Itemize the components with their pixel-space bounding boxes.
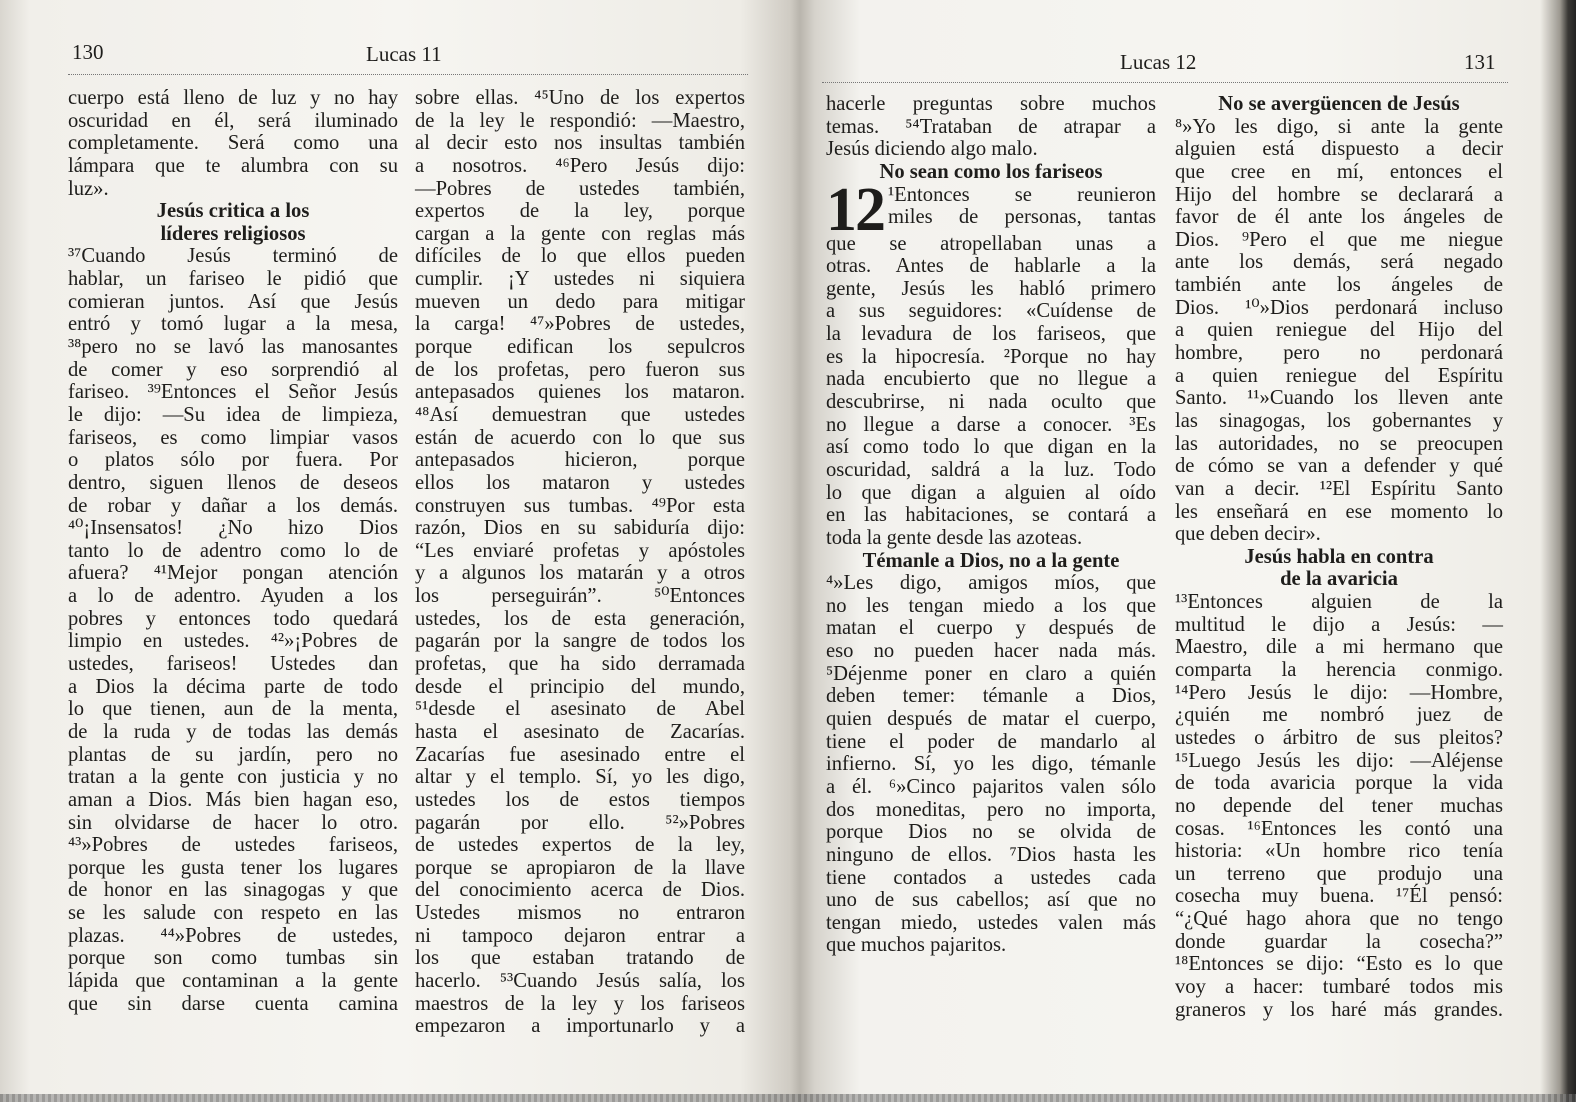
text-line: tratan a la gente con justicia y no <box>68 766 398 789</box>
text-line: descubrirse, ni nada oculto que <box>826 391 1156 414</box>
text-line: miles de personas, tantas <box>888 206 1156 229</box>
text-line: aman a Dios. Más bien hagan eso, <box>68 788 398 811</box>
section-heading <box>1175 93 1503 116</box>
text-line: temas. ⁵⁴Trataban de atrapar a <box>826 115 1156 138</box>
text-line: ³⁸pero no se lavó las manosantes <box>68 336 398 359</box>
text-line: les enseñará en ese momento lo <box>1175 500 1503 523</box>
text-line: oscuridad en él, será iluminado <box>68 109 398 132</box>
text-line: pagarán por ello. ⁵²»Pobres <box>415 811 745 834</box>
text-line: ni tampoco dejaron entrar a <box>415 924 745 947</box>
text-line: —Pobres de ustedes también, <box>415 177 745 200</box>
text-line: hasta el asesinato de Zacarías. <box>415 720 745 743</box>
text-line: están de acuerdo con lo que sus <box>415 426 745 449</box>
text-line: porque Dios no se olvida de <box>826 821 1156 844</box>
paragraph <box>1175 116 1503 546</box>
text-line: cosas. ¹⁶Entonces les contó una <box>1175 817 1503 840</box>
text-line: plazas. ⁴⁴»Pobres de ustedes, <box>68 924 398 947</box>
paragraph <box>826 233 1156 550</box>
text-line: mueven un dedo para mitigar <box>415 290 745 313</box>
text-line: de toda avaricia porque la vida <box>1175 772 1503 795</box>
text-line: porque se apropiaron de la llave <box>415 856 745 879</box>
heading-line: No sean como los fariseos <box>879 160 1103 183</box>
page-number: 131 <box>1464 50 1496 74</box>
text-line: “¿Qué hago ahora que no tengo <box>1175 908 1503 931</box>
text-line: comparta la herencia conmigo. <box>1175 659 1503 682</box>
text-line: ¹⁴Pero Jesús le dijo: —Hombre, <box>1175 681 1503 704</box>
text-line: ¹³Entonces alguien de la <box>1175 591 1503 614</box>
text-line: ustedes, fariseos! Ustedes dan <box>68 653 398 676</box>
text-line: entró y tomó lugar a la mesa, <box>68 313 398 336</box>
text-line: infierno. Sí, yo les digo, témanle <box>826 753 1156 776</box>
text-line: de honor en las sinagogas y que <box>68 879 398 902</box>
text-line: también ante los ángeles de <box>1175 274 1503 297</box>
section-heading <box>68 200 398 245</box>
text-line: van a decir. ¹²El Espíritu Santo <box>1175 477 1503 500</box>
text-line: pagarán por la sangre de todos los <box>415 630 745 653</box>
text-line: desde el principio del mundo, <box>415 675 745 698</box>
text-line: limpio en ustedes. ⁴²»¡Pobres de <box>68 630 398 653</box>
text-line: no les tengan miedo a los que <box>826 594 1156 617</box>
paragraph <box>826 93 1156 161</box>
header-rule <box>822 82 1508 83</box>
paragraph <box>1175 591 1503 1021</box>
text-line: otras. Antes de hablarle a la <box>826 255 1156 278</box>
text-line: a él. ⁶»Cinco pajaritos valen sólo <box>826 775 1156 798</box>
text-line: ¿quién me nombró juez de <box>1175 704 1503 727</box>
text-line: de robar y dañar a los demás. <box>68 494 398 517</box>
text-line: fariseos, es como limpiar vasos <box>68 426 398 449</box>
text-line: de cómo se van a defender y qué <box>1175 455 1503 478</box>
text-line: así como todo lo que digan en la <box>826 436 1156 459</box>
text-line: ³⁷Cuando Jesús terminó de <box>68 245 398 268</box>
text-line: dentro, siguen llenos de deseos <box>68 471 398 494</box>
text-line: historia: «Un hombre rico tenía <box>1175 840 1503 863</box>
text-line: a lo de adentro. Ayuden a los <box>68 585 398 608</box>
text-line: porque son como tumbas sin <box>68 947 398 970</box>
paragraph <box>68 87 398 200</box>
text-line: altar y el templo. Sí, yo les digo, <box>415 766 745 789</box>
text-line: difíciles de lo que ellos pueden <box>415 245 745 268</box>
text-line: graneros y los haré más grandes. <box>1175 998 1503 1021</box>
text-line: ⁴»Les digo, amigos míos, que <box>826 572 1156 595</box>
text-line: la carga! ⁴⁷»Pobres de ustedes, <box>415 313 745 336</box>
text-line: sin olvidarse de hacer lo otro. <box>68 811 398 834</box>
text-line: afuera? ⁴¹Mejor pongan atención <box>68 562 398 585</box>
text-line: completamente. Será como una <box>68 132 398 155</box>
text-column <box>68 87 398 1015</box>
text-line: cargan a la gente con reglas más <box>415 222 745 245</box>
text-line: que deben decir». <box>1175 523 1321 546</box>
text-column <box>826 93 1156 957</box>
text-line: ustedes o árbitro de sus pleitos? <box>1175 726 1503 749</box>
text-line: lo que digan a alguien al oído <box>826 481 1156 504</box>
text-column <box>1175 93 1503 1021</box>
text-line: cuerpo está lleno de luz y no hay <box>68 87 398 109</box>
text-line: las sinagogas, los gobernantes y <box>1175 409 1503 432</box>
text-line: porque les gusta tener los lugares <box>68 856 398 879</box>
text-line: de comer y eso sorprendió al <box>68 358 398 381</box>
text-line: alguien está dispuesto a decir <box>1175 138 1503 161</box>
text-line: y a algunos los matarán y a otros <box>415 562 745 585</box>
text-line: lo que tienen, aun de la menta, <box>68 698 398 721</box>
text-line: pobres y entonces todo quedará <box>68 607 398 630</box>
heading-line: No se avergüencen de Jesús <box>1218 93 1460 115</box>
text-line: no llegue a darse a conocer. ³Es <box>826 413 1156 436</box>
text-line: al decir esto nos insultas también <box>415 132 745 155</box>
text-line: ⁵¹desde el asesinato de Abel <box>415 698 745 721</box>
text-line: ninguno de ellos. ⁷Dios hasta les <box>826 843 1156 866</box>
text-line: deben temer: témanle a Dios, <box>826 685 1156 708</box>
text-line: tengan miedo, ustedes valen más <box>826 911 1156 934</box>
text-line: Maestro, dile a mi hermano que <box>1175 636 1503 659</box>
text-line: del conocimiento acerca de Dios. <box>415 879 745 902</box>
text-line: ¹⁸Entonces se dijo: “Esto es lo que <box>1175 953 1503 976</box>
text-line: cumplir. ¡Y ustedes ni siquiera <box>415 268 745 291</box>
text-line: que se atropellaban unas a <box>826 232 1156 255</box>
text-line: ustedes, los de esta generación, <box>415 607 745 630</box>
paragraph <box>68 245 398 1015</box>
text-line: luz». <box>68 177 109 200</box>
text-line: ⁴⁰¡Insensatos! ¿No hizo Dios <box>68 517 398 540</box>
text-line: quien después de matar el cuerpo, <box>826 708 1156 731</box>
text-line: Dios. ⁹Pero el que me niegue <box>1175 228 1503 251</box>
text-line: razón, Dios en su sabiduría dijo: <box>415 517 745 540</box>
heading-line: líderes religiosos <box>160 222 306 245</box>
section-heading <box>826 550 1156 573</box>
text-line: ¹Entonces se reunieron <box>888 183 1156 206</box>
paragraph <box>826 572 1156 957</box>
text-line: los que estaban tratando de <box>415 947 745 970</box>
text-line: un terreno que produjo una <box>1175 862 1503 885</box>
text-line: matan el cuerpo y después de <box>826 617 1156 640</box>
text-line: Ustedes mismos no entraron <box>415 902 745 925</box>
text-line: ellos los mataron y ustedes <box>415 471 745 494</box>
text-line: comieran juntos. Así que Jesús <box>68 290 398 313</box>
text-line: que cree en mí, entonces el <box>1175 160 1503 183</box>
text-line: ¹⁵Luego Jesús les dijo: —Aléjense <box>1175 749 1503 772</box>
text-line: le dijo: —Su idea de limpieza, <box>68 403 398 426</box>
text-column <box>415 87 745 1038</box>
text-line: profetas, que ha sido derramada <box>415 653 745 676</box>
text-line: lápida que contaminan a la gente <box>68 969 398 992</box>
text-line: ⁸»Yo les digo, si ante la gente <box>1175 115 1503 138</box>
text-line: uno de sus cabellos; así que no <box>826 889 1156 912</box>
text-line: sobre ellas. ⁴⁵Uno de los expertos <box>415 87 745 109</box>
text-line: Jesús diciendo algo malo. <box>826 138 1038 161</box>
text-line: los perseguirán”. ⁵⁰Entonces <box>415 585 745 608</box>
running-head: Lucas 11 <box>366 42 442 66</box>
text-line: construyen sus tumbas. ⁴⁹Por esta <box>415 494 745 517</box>
text-line: favor de él ante los ángeles de <box>1175 206 1503 229</box>
running-head: Lucas 12 <box>1120 50 1197 74</box>
text-line: antepasados hicieron, porque <box>415 449 745 472</box>
text-line: ⁵Déjenme poner en claro a quién <box>826 662 1156 685</box>
text-line: Hijo del hombre se declarará a <box>1175 183 1503 206</box>
text-line: nada encubierto que no llegue a <box>826 368 1156 391</box>
text-line: lámpara que te alumbra con su <box>68 154 398 177</box>
text-line: ustedes los de estos tiempos <box>415 788 745 811</box>
text-line: o platos sólo por fuera. Por <box>68 449 398 472</box>
text-line: maestros de la ley y los fariseos <box>415 992 745 1015</box>
text-line: de la ruda y de todas las demás <box>68 720 398 743</box>
text-line: expertos de la ley, porque <box>415 200 745 223</box>
page-edge <box>0 1094 1576 1102</box>
text-line: tiene contados a ustedes cada <box>826 866 1156 889</box>
text-line: plantas de su jardín, pero no <box>68 743 398 766</box>
chapter-number: 12 <box>826 175 884 244</box>
text-line: antepasados quienes los mataron. <box>415 381 745 404</box>
text-line: ante los demás, será negado <box>1175 251 1503 274</box>
text-line: ⁴⁸Así demuestran que ustedes <box>415 403 745 426</box>
text-line: la levadura de los fariseos, que <box>826 323 1156 346</box>
text-line: a quien reniegue del Espíritu <box>1175 364 1503 387</box>
section-heading <box>1175 546 1503 591</box>
text-line: las autoridades, no se preocupen <box>1175 432 1503 455</box>
text-line: “Les enviaré profetas y apóstoles <box>415 539 745 562</box>
text-line: que sin darse cuenta camina <box>68 992 398 1015</box>
text-line: que muchos pajaritos. <box>826 934 1007 957</box>
text-line: empezaron a importunarlo y a <box>415 1015 745 1038</box>
text-line: no depende del tener muchas <box>1175 794 1503 817</box>
text-line: a nosotros. ⁴⁶Pero Jesús dijo: <box>415 154 745 177</box>
text-line: multitud le dijo a Jesús: — <box>1175 613 1503 636</box>
text-line: a Dios la décima parte de todo <box>68 675 398 698</box>
text-line: hacerle preguntas sobre muchos <box>826 93 1156 115</box>
text-line: donde guardar la cosecha?” <box>1175 930 1503 953</box>
text-line: a sus seguidores: «Cuídense de <box>826 300 1156 323</box>
text-line: es la hipocresía. ²Porque no hay <box>826 345 1156 368</box>
text-line: en las habitaciones, se contará a <box>826 504 1156 527</box>
text-line: se les salude con respeto en las <box>68 902 398 925</box>
text-line: toda la gente desde las azoteas. <box>826 526 1083 549</box>
text-line: a quien reniegue del Hijo del <box>1175 319 1503 342</box>
header-rule <box>68 74 748 75</box>
paragraph <box>415 87 745 1038</box>
text-line: ⁴³»Pobres de ustedes fariseos, <box>68 834 398 857</box>
text-line: voy a hacer: tumbaré todos mis <box>1175 975 1503 998</box>
text-line: de los profetas, pero fueron sus <box>415 358 745 381</box>
heading-line: Témanle a Dios, no a la gente <box>862 549 1120 572</box>
text-line: de ustedes expertos de la ley, <box>415 834 745 857</box>
text-line: porque edifican los sepulcros <box>415 336 745 359</box>
text-line: dos moneditas, pero no importa, <box>826 798 1156 821</box>
heading-line: de la avaricia <box>1280 568 1398 591</box>
text-line: tanto lo de adentro como lo de <box>68 539 398 562</box>
text-line: hacerlo. ⁵³Cuando Jesús salía, los <box>415 969 745 992</box>
text-line: Santo. ¹¹»Cuando los lleven ante <box>1175 387 1503 410</box>
heading-line: Jesús habla en contra <box>1244 545 1434 568</box>
text-line: fariseo. ³⁹Entonces el Señor Jesús <box>68 381 398 404</box>
text-line: hablar, un fariseo le pidió que <box>68 268 398 291</box>
text-line: Dios. ¹⁰»Dios perdonará incluso <box>1175 296 1503 319</box>
text-line: tiene el poder de mandarlo al <box>826 730 1156 753</box>
text-line: hombre, pero no perdonará <box>1175 342 1503 365</box>
text-line: oscuridad, saldrá a la luz. Todo <box>826 458 1156 481</box>
page-number: 130 <box>72 40 104 64</box>
text-line: de la ley le respondió: —Maestro, <box>415 109 745 132</box>
text-line: gente, Jesús les habló primero <box>826 277 1156 300</box>
text-line: cosecha muy buena. ¹⁷Él pensó: <box>1175 885 1503 908</box>
text-line: Zacarías fue asesinado entre el <box>415 743 745 766</box>
heading-line: Jesús critica a los <box>156 200 310 223</box>
text-line: eso no pueden hacer nada más. <box>826 640 1156 663</box>
